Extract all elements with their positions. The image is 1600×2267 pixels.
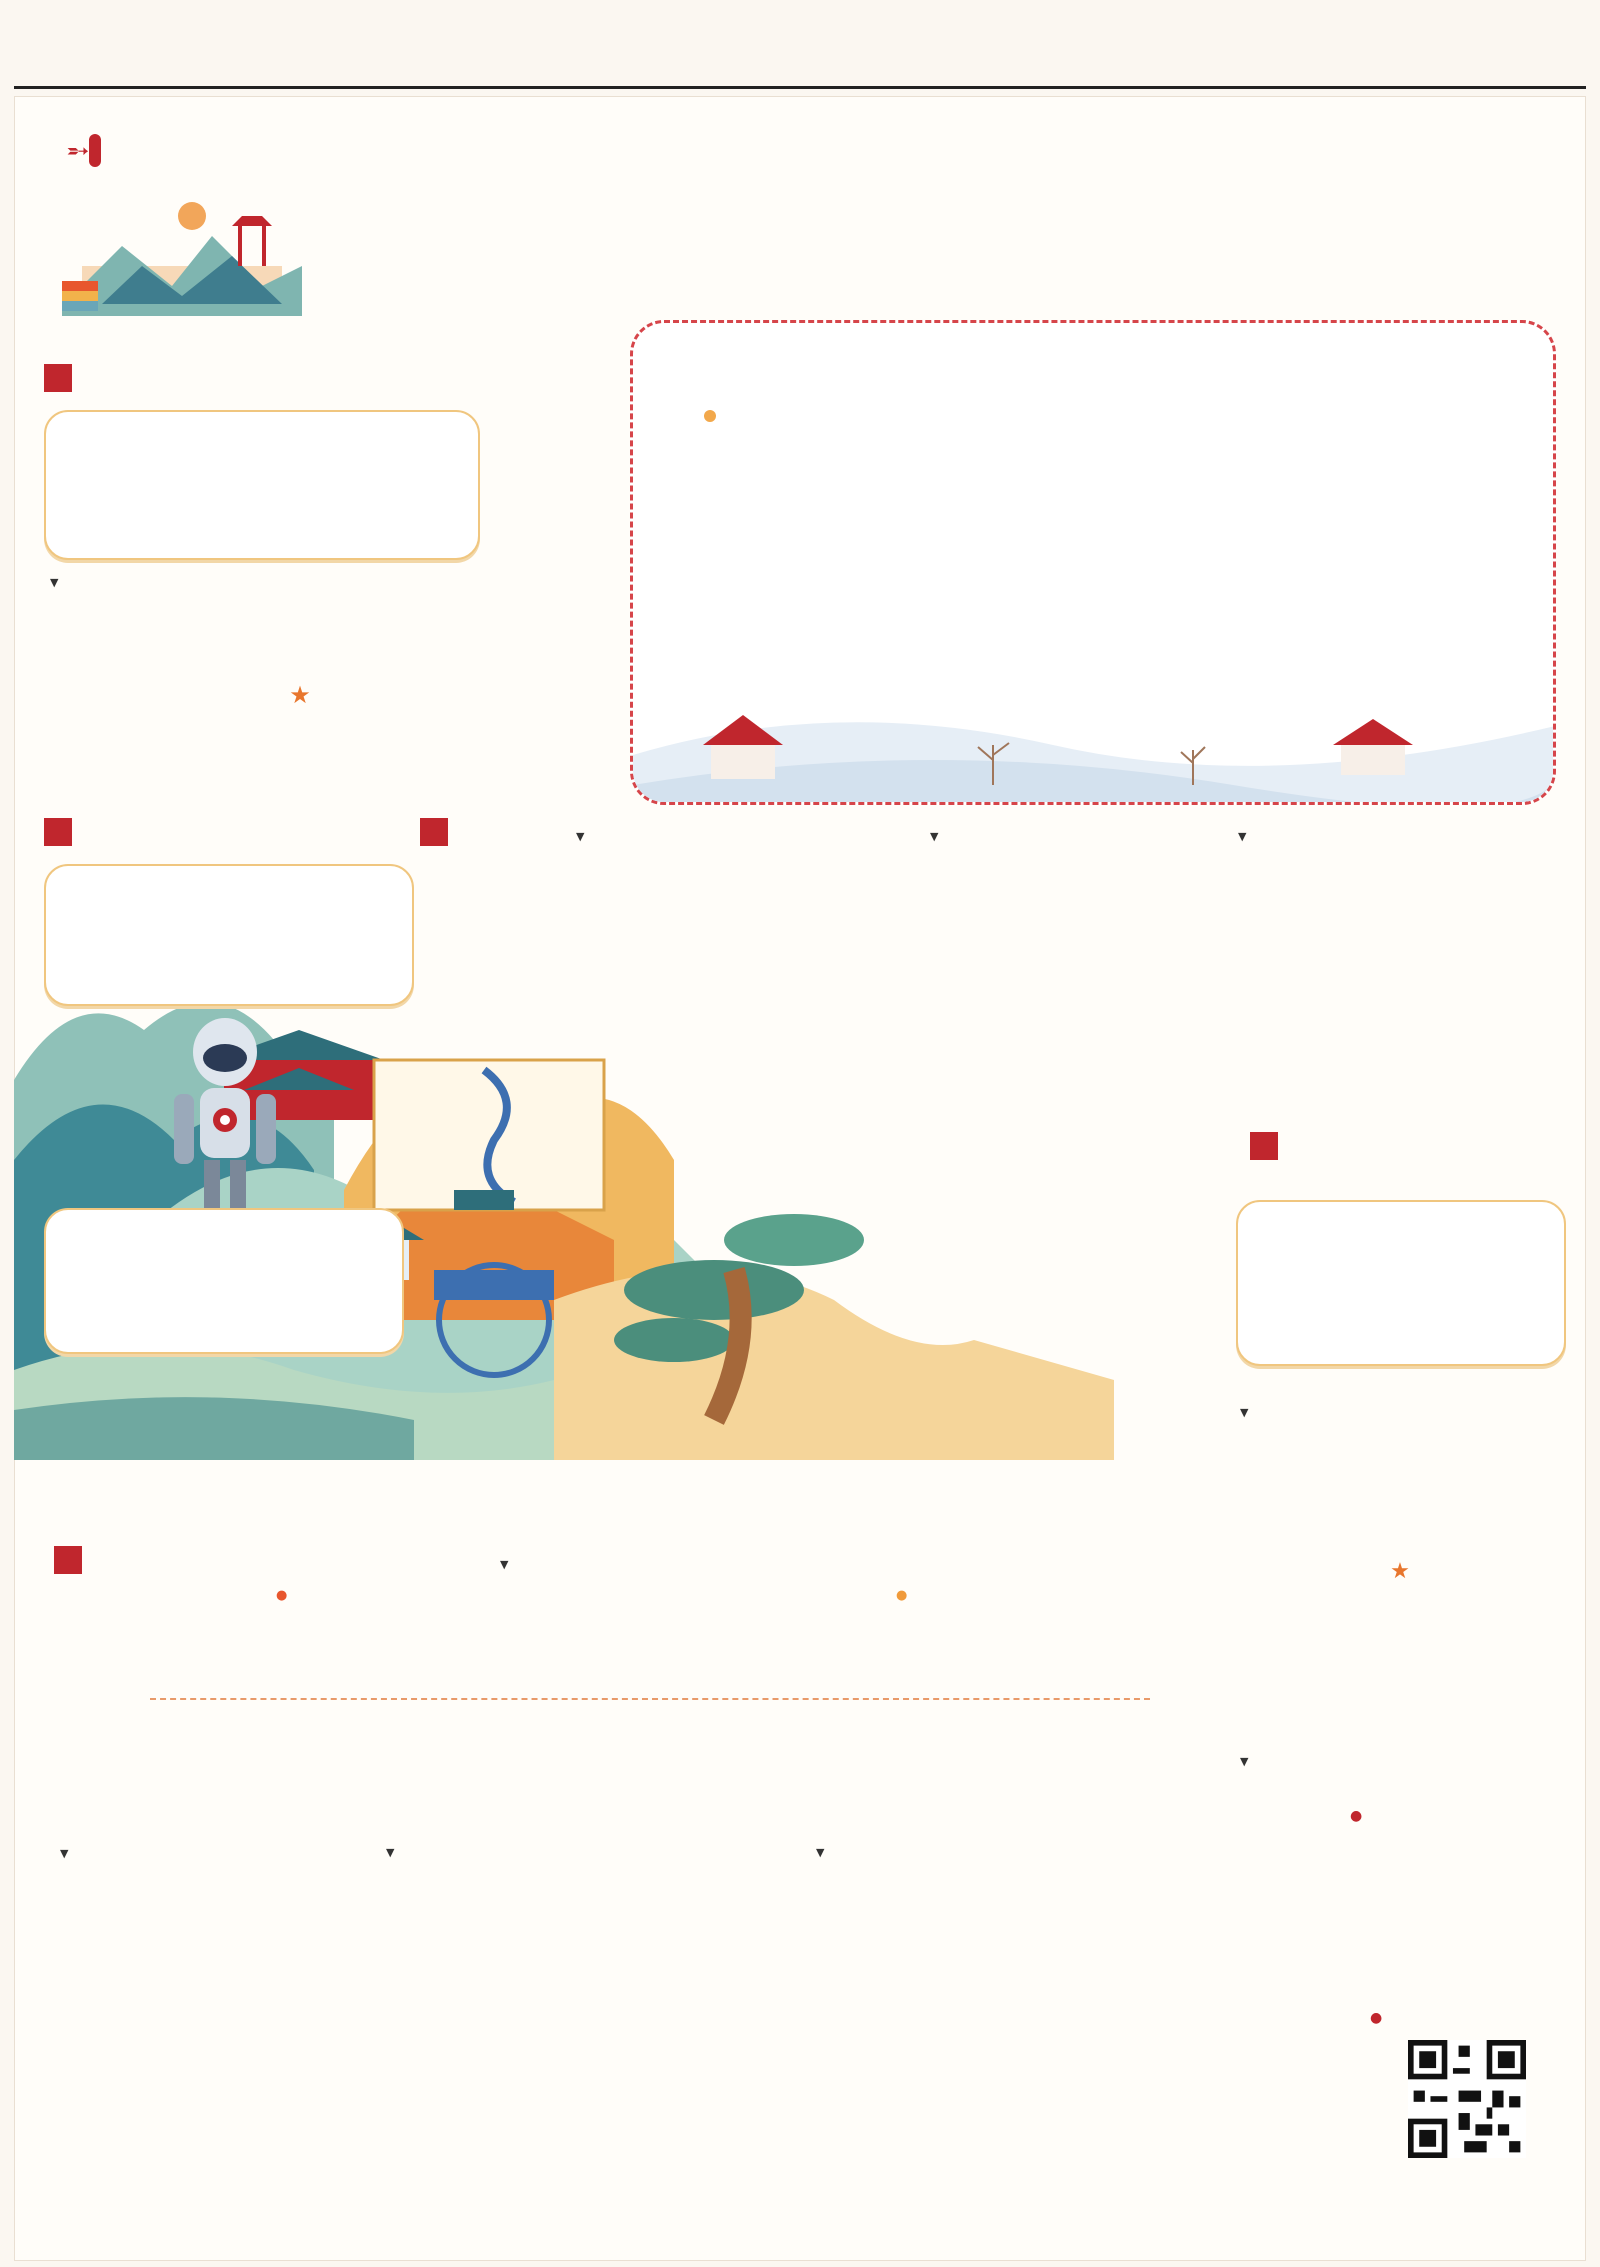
heat-caption [930,828,938,844]
sport-caption [386,1844,394,1860]
sec2-search-box [44,1208,404,1354]
market-chart [1244,1834,1574,2004]
star-icon: ★ [289,681,311,709]
sec1-stat-box [44,410,480,560]
sec1-chart-caption [50,574,58,590]
legend-dot-icon: ● [1370,2010,1383,2026]
kicker [66,134,101,167]
article-box [630,320,1556,805]
market-legend [1350,1808,1362,1824]
sec4-stat-box [1236,1200,1566,1366]
silver-growth-row [40,1616,1200,1796]
section-1-heading [44,364,82,402]
section-4-heading [1250,1132,1288,1170]
ip-category-caption [1240,1404,1248,1420]
radial-factor-chart [220,610,380,780]
section-number [44,818,72,846]
section-number [1250,1132,1278,1160]
smart-chart [810,1880,1230,2220]
topics-caption [1238,828,1246,844]
silver-growth-caption [500,1556,508,1572]
market-caption [1240,1752,1540,1771]
online-chart [60,1880,360,2210]
legend-dot-icon: ● [1350,1808,1363,1824]
topics-chart [1232,856,1572,1086]
sport-chart [380,1880,800,2220]
patents-caption [576,828,584,844]
factor-label [130,612,230,632]
section-5-heading [54,1546,92,1584]
section-number [420,818,448,846]
masthead [0,0,1600,90]
growth-legend [1370,2010,1382,2026]
smart-caption [816,1844,824,1860]
robot-illustration [160,1014,290,1214]
online-caption [60,1844,360,1863]
sec2-stat-box [44,864,414,1006]
ip-category-chart [1230,1440,1570,1730]
factor-label [386,702,486,722]
group-label: ● [276,1588,288,1603]
patents-chart [420,850,820,1020]
factor-label [230,776,360,796]
factor-label [110,710,210,730]
radial-category-chart [1340,1510,1460,1630]
section-number [54,1546,82,1574]
section-2-heading [44,818,82,856]
factor-label [366,612,466,632]
section-number [44,364,72,392]
masthead-rule [14,86,1586,89]
firework-icon [655,361,765,471]
star-icon: ★ [1390,1559,1410,1584]
arrow-icon: ➵ [66,134,90,167]
group-label: ● [896,1588,908,1603]
qr-code-icon[interactable] [1408,2040,1526,2158]
pavilion-illustration [62,186,302,316]
heat-chart [832,860,1202,1150]
kicker-highlight [89,134,101,167]
firework-icon [512,566,602,656]
snow-scene-illustration [633,635,1556,805]
